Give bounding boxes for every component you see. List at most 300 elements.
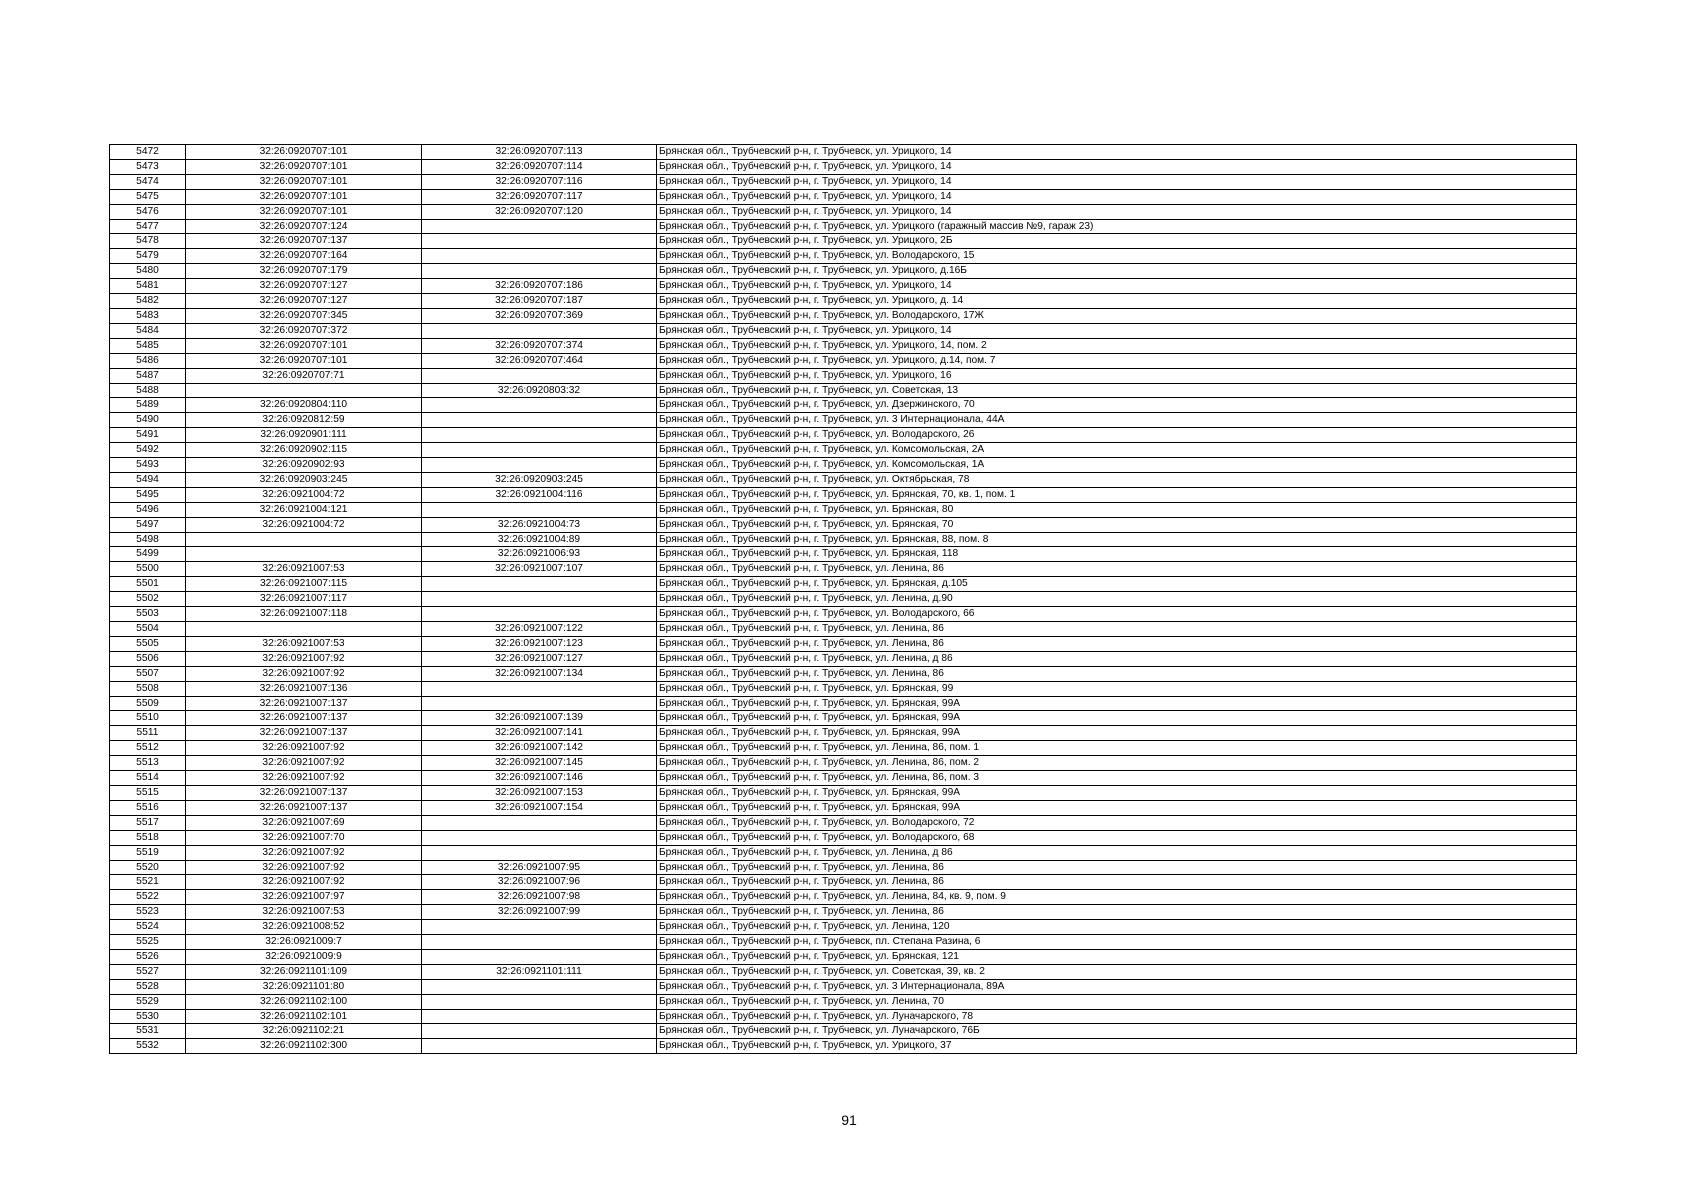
related-cadastral-number-cell (422, 219, 657, 234)
cadastral-number-cell: 32:26:0920902:93 (186, 458, 422, 473)
cadastral-number-cell: 32:26:0920707:101 (186, 159, 422, 174)
related-cadastral-number-cell: 32:26:0921101:111 (422, 964, 657, 979)
related-cadastral-number-cell (422, 935, 657, 950)
related-cadastral-number-cell: 32:26:0921007:127 (422, 651, 657, 666)
table-row (110, 294, 1577, 309)
cadastral-number-cell: 32:26:0921007:92 (186, 771, 422, 786)
row-number-cell: 5495 (110, 487, 186, 502)
related-cadastral-number-cell (422, 949, 657, 964)
table-row (110, 159, 1577, 174)
cadastral-number-cell: 32:26:0920707:101 (186, 204, 422, 219)
table-row (110, 905, 1577, 920)
related-cadastral-number-cell (422, 398, 657, 413)
related-cadastral-number-cell: 32:26:0921004:89 (422, 532, 657, 547)
related-cadastral-number-cell: 32:26:0920707:116 (422, 174, 657, 189)
table-row (110, 1024, 1577, 1039)
row-number-cell: 5523 (110, 905, 186, 920)
table-row (110, 815, 1577, 830)
address-cell: Брянская обл., Трубчевский р-н, г. Трубчевск, ул. Володарского, 68 (657, 830, 1577, 845)
table-row (110, 622, 1577, 637)
row-number-cell: 5504 (110, 622, 186, 637)
row-number-cell: 5508 (110, 681, 186, 696)
cadastral-number-cell: 32:26:0921008:52 (186, 920, 422, 935)
cadastral-number-cell: 32:26:0921007:53 (186, 636, 422, 651)
row-number-cell: 5485 (110, 338, 186, 353)
row-number-cell: 5505 (110, 636, 186, 651)
row-number-cell: 5521 (110, 875, 186, 890)
related-cadastral-number-cell (422, 830, 657, 845)
related-cadastral-number-cell (422, 413, 657, 428)
table-row (110, 189, 1577, 204)
table-row (110, 517, 1577, 532)
cadastral-number-cell: 32:26:0921004:72 (186, 517, 422, 532)
related-cadastral-number-cell (422, 577, 657, 592)
table-row (110, 368, 1577, 383)
related-cadastral-number-cell: 32:26:0921007:154 (422, 800, 657, 815)
related-cadastral-number-cell (422, 1009, 657, 1024)
related-cadastral-number-cell: 32:26:0920903:245 (422, 472, 657, 487)
row-number-cell: 5514 (110, 771, 186, 786)
related-cadastral-number-cell: 32:26:0920707:120 (422, 204, 657, 219)
related-cadastral-number-cell (422, 979, 657, 994)
related-cadastral-number-cell (422, 994, 657, 1009)
cadastral-number-cell: 32:26:0921007:137 (186, 785, 422, 800)
address-cell: Брянская обл., Трубчевский р-н, г. Трубчевск, ул. Ленина, д 86 (657, 845, 1577, 860)
address-cell: Брянская обл., Трубчевский р-н, г. Трубчевск, ул. Ленина, 86 (657, 622, 1577, 637)
related-cadastral-number-cell (422, 234, 657, 249)
related-cadastral-number-cell: 32:26:0921004:116 (422, 487, 657, 502)
row-number-cell: 5497 (110, 517, 186, 532)
row-number-cell: 5493 (110, 458, 186, 473)
row-number-cell: 5494 (110, 472, 186, 487)
cadastral-number-cell: 32:26:0921007:92 (186, 875, 422, 890)
cadastral-number-cell: 32:26:0921007:117 (186, 592, 422, 607)
cadastral-number-cell: 32:26:0920902:115 (186, 443, 422, 458)
related-cadastral-number-cell: 32:26:0921007:139 (422, 711, 657, 726)
table-row (110, 741, 1577, 756)
address-cell: Брянская обл., Трубчевский р-н, г. Трубчевск, ул. Октябрьская, 78 (657, 472, 1577, 487)
related-cadastral-number-cell: 32:26:0920707:114 (422, 159, 657, 174)
row-number-cell: 5524 (110, 920, 186, 935)
address-cell: Брянская обл., Трубчевский р-н, г. Трубчевск, ул. Ленина, 86 (657, 905, 1577, 920)
address-cell: Брянская обл., Трубчевский р-н, г. Трубчевск, ул. Брянская, 99А (657, 726, 1577, 741)
cadastral-number-cell: 32:26:0920812:59 (186, 413, 422, 428)
cadastral-number-cell: 32:26:0921007:115 (186, 577, 422, 592)
address-cell: Брянская обл., Трубчевский р-н, г. Трубчевск, ул. Урицкого, 14 (657, 189, 1577, 204)
row-number-cell: 5481 (110, 279, 186, 294)
address-cell: Брянская обл., Трубчевский р-н, г. Трубчевск, ул. Урицкого, 14 (657, 159, 1577, 174)
address-cell: Брянская обл., Трубчевский р-н, г. Трубчевск, ул. Володарского, 26 (657, 428, 1577, 443)
table-row (110, 428, 1577, 443)
address-cell: Брянская обл., Трубчевский р-н, г. Трубчевск, ул. Брянская, 70, кв. 1, пом. 1 (657, 487, 1577, 502)
cadastral-number-cell: 32:26:0920903:245 (186, 472, 422, 487)
cadastral-number-cell (186, 383, 422, 398)
address-cell: Брянская обл., Трубчевский р-н, г. Трубчевск, ул. Брянская, 118 (657, 547, 1577, 562)
related-cadastral-number-cell: 32:26:0920803:32 (422, 383, 657, 398)
related-cadastral-number-cell: 32:26:0920707:117 (422, 189, 657, 204)
table-row (110, 308, 1577, 323)
table-row (110, 502, 1577, 517)
related-cadastral-number-cell: 32:26:0921007:98 (422, 890, 657, 905)
address-cell: Брянская обл., Трубчевский р-н, г. Трубчевск, ул. Брянская, 99 (657, 681, 1577, 696)
cadastral-number-cell: 32:26:0921102:21 (186, 1024, 422, 1039)
cadastral-number-cell: 32:26:0921007:92 (186, 756, 422, 771)
address-cell: Брянская обл., Трубчевский р-н, г. Трубчевск, ул. Урицкого (гаражный массив №9, гараж 23) (657, 219, 1577, 234)
cadastral-number-cell: 32:26:0921004:72 (186, 487, 422, 502)
cadastral-number-cell: 32:26:0920901:111 (186, 428, 422, 443)
related-cadastral-number-cell (422, 1024, 657, 1039)
table-row (110, 323, 1577, 338)
row-number-cell: 5491 (110, 428, 186, 443)
row-number-cell: 5489 (110, 398, 186, 413)
related-cadastral-number-cell: 32:26:0920707:464 (422, 353, 657, 368)
related-cadastral-number-cell (422, 458, 657, 473)
address-cell: Брянская обл., Трубчевский р-н, г. Трубчевск, ул. Комсомольская, 2А (657, 443, 1577, 458)
address-cell: Брянская обл., Трубчевский р-н, г. Трубчевск, ул. Ленина, д.90 (657, 592, 1577, 607)
table-row (110, 338, 1577, 353)
address-cell: Брянская обл., Трубчевский р-н, г. Трубчевск, ул. Брянская, 99А (657, 800, 1577, 815)
table-row (110, 830, 1577, 845)
row-number-cell: 5519 (110, 845, 186, 860)
cadastral-number-cell: 32:26:0920707:179 (186, 264, 422, 279)
address-cell: Брянская обл., Трубчевский р-н, г. Трубчевск, ул. Володарского, 17Ж (657, 308, 1577, 323)
address-cell: Брянская обл., Трубчевский р-н, г. Трубчевск, ул. Урицкого, д.16Б (657, 264, 1577, 279)
table-row (110, 443, 1577, 458)
related-cadastral-number-cell: 32:26:0921007:141 (422, 726, 657, 741)
cadastral-number-cell (186, 622, 422, 637)
table-row (110, 711, 1577, 726)
address-cell: Брянская обл., Трубчевский р-н, г. Трубчевск, пл. Степана Разина, 6 (657, 935, 1577, 950)
address-cell: Брянская обл., Трубчевский р-н, г. Трубчевск, ул. 3 Интернационала, 89А (657, 979, 1577, 994)
table-row (110, 949, 1577, 964)
row-number-cell: 5528 (110, 979, 186, 994)
row-number-cell: 5488 (110, 383, 186, 398)
cadastral-number-cell: 32:26:0920707:127 (186, 279, 422, 294)
address-cell: Брянская обл., Трубчевский р-н, г. Трубчевск, ул. Урицкого, 14 (657, 323, 1577, 338)
cadastral-number-cell: 32:26:0921007:92 (186, 651, 422, 666)
row-number-cell: 5486 (110, 353, 186, 368)
address-cell: Брянская обл., Трубчевский р-н, г. Трубчевск, ул. Советская, 39, кв. 2 (657, 964, 1577, 979)
table-row (110, 771, 1577, 786)
address-cell: Брянская обл., Трубчевский р-н, г. Трубчевск, ул. Ленина, 86 (657, 666, 1577, 681)
address-cell: Брянская обл., Трубчевский р-н, г. Трубчевск, ул. Володарского, 15 (657, 249, 1577, 264)
related-cadastral-number-cell (422, 249, 657, 264)
row-number-cell: 5509 (110, 696, 186, 711)
table-row (110, 234, 1577, 249)
address-cell: Брянская обл., Трубчевский р-н, г. Трубчевск, ул. Ленина, 86 (657, 875, 1577, 890)
address-cell: Брянская обл., Трубчевский р-н, г. Трубчевск, ул. Урицкого, 37 (657, 1039, 1577, 1054)
row-number-cell: 5518 (110, 830, 186, 845)
table-row (110, 607, 1577, 622)
cadastral-number-cell: 32:26:0920707:372 (186, 323, 422, 338)
address-cell: Брянская обл., Трубчевский р-н, г. Трубчевск, ул. Луначарского, 76Б (657, 1024, 1577, 1039)
row-number-cell: 5502 (110, 592, 186, 607)
row-number-cell: 5483 (110, 308, 186, 323)
table-row (110, 532, 1577, 547)
row-number-cell: 5527 (110, 964, 186, 979)
address-cell: Брянская обл., Трубчевский р-н, г. Трубчевск, ул. Ленина, 70 (657, 994, 1577, 1009)
address-cell: Брянская обл., Трубчевский р-н, г. Трубчевск, ул. Брянская, 88, пом. 8 (657, 532, 1577, 547)
address-cell: Брянская обл., Трубчевский р-н, г. Трубчевск, ул. Володарского, 66 (657, 607, 1577, 622)
cadastral-number-cell: 32:26:0921007:92 (186, 860, 422, 875)
cadastral-number-cell: 32:26:0920707:164 (186, 249, 422, 264)
related-cadastral-number-cell (422, 845, 657, 860)
related-cadastral-number-cell (422, 696, 657, 711)
address-cell: Брянская обл., Трубчевский р-н, г. Трубчевск, ул. Ленина, 120 (657, 920, 1577, 935)
table-row (110, 413, 1577, 428)
table-row (110, 681, 1577, 696)
table-row (110, 994, 1577, 1009)
page-number: 91 (841, 1112, 857, 1128)
address-cell: Брянская обл., Трубчевский р-н, г. Трубчевск, ул. Ленина, 84, кв. 9, пом. 9 (657, 890, 1577, 905)
table-row (110, 890, 1577, 905)
related-cadastral-number-cell: 32:26:0921007:99 (422, 905, 657, 920)
table-row (110, 920, 1577, 935)
related-cadastral-number-cell (422, 1039, 657, 1054)
table-row (110, 204, 1577, 219)
address-cell: Брянская обл., Трубчевский р-н, г. Трубчевск, ул. Брянская, 70 (657, 517, 1577, 532)
cadastral-number-cell: 32:26:0921004:121 (186, 502, 422, 517)
related-cadastral-number-cell: 32:26:0920707:374 (422, 338, 657, 353)
address-cell: Брянская обл., Трубчевский р-н, г. Трубчевск, ул. Урицкого, 14 (657, 279, 1577, 294)
table-row (110, 219, 1577, 234)
cadastral-number-cell: 32:26:0921102:300 (186, 1039, 422, 1054)
table-row (110, 875, 1577, 890)
cadastral-number-cell: 32:26:0921007:137 (186, 800, 422, 815)
related-cadastral-number-cell: 32:26:0921004:73 (422, 517, 657, 532)
row-number-cell: 5501 (110, 577, 186, 592)
row-number-cell: 5498 (110, 532, 186, 547)
row-number-cell: 5515 (110, 785, 186, 800)
related-cadastral-number-cell (422, 443, 657, 458)
address-cell: Брянская обл., Трубчевский р-н, г. Трубчевск, ул. Володарского, 72 (657, 815, 1577, 830)
related-cadastral-number-cell (422, 592, 657, 607)
row-number-cell: 5477 (110, 219, 186, 234)
row-number-cell: 5492 (110, 443, 186, 458)
address-cell: Брянская обл., Трубчевский р-н, г. Трубчевск, ул. Урицкого, 14 (657, 145, 1577, 160)
row-number-cell: 5499 (110, 547, 186, 562)
row-number-cell: 5513 (110, 756, 186, 771)
address-cell: Брянская обл., Трубчевский р-н, г. Трубчевск, ул. Луначарского, 78 (657, 1009, 1577, 1024)
address-cell: Брянская обл., Трубчевский р-н, г. Трубчевск, ул. Ленина, 86 (657, 636, 1577, 651)
row-number-cell: 5512 (110, 741, 186, 756)
table-row (110, 800, 1577, 815)
row-number-cell: 5525 (110, 935, 186, 950)
table-row (110, 264, 1577, 279)
related-cadastral-number-cell (422, 502, 657, 517)
table-row (110, 472, 1577, 487)
table-row (110, 964, 1577, 979)
table-row (110, 666, 1577, 681)
address-cell: Брянская обл., Трубчевский р-н, г. Трубчевск, ул. Урицкого, 14, пом. 2 (657, 338, 1577, 353)
cadastral-number-cell: 32:26:0921007:97 (186, 890, 422, 905)
table-row (110, 756, 1577, 771)
row-number-cell: 5522 (110, 890, 186, 905)
table-row (110, 696, 1577, 711)
row-number-cell: 5510 (110, 711, 186, 726)
row-number-cell: 5482 (110, 294, 186, 309)
related-cadastral-number-cell: 32:26:0921007:122 (422, 622, 657, 637)
related-cadastral-number-cell (422, 681, 657, 696)
cadastral-number-cell: 32:26:0920707:101 (186, 353, 422, 368)
cadastral-number-cell: 32:26:0921009:9 (186, 949, 422, 964)
table-row (110, 651, 1577, 666)
table-row (110, 383, 1577, 398)
cadastral-number-cell: 32:26:0921102:100 (186, 994, 422, 1009)
table-row (110, 1039, 1577, 1054)
cadastral-number-cell: 32:26:0921007:53 (186, 905, 422, 920)
table-row (110, 249, 1577, 264)
address-cell: Брянская обл., Трубчевский р-н, г. Трубчевск, ул. 3 Интернационала, 44А (657, 413, 1577, 428)
address-cell: Брянская обл., Трубчевский р-н, г. Трубчевск, ул. Брянская, 80 (657, 502, 1577, 517)
table-row (110, 458, 1577, 473)
row-number-cell: 5473 (110, 159, 186, 174)
row-number-cell: 5480 (110, 264, 186, 279)
table-row (110, 487, 1577, 502)
cadastral-number-cell: 32:26:0921007:118 (186, 607, 422, 622)
cadastral-number-cell: 32:26:0920707:345 (186, 308, 422, 323)
row-number-cell: 5531 (110, 1024, 186, 1039)
table-row (110, 860, 1577, 875)
table-row (110, 562, 1577, 577)
row-number-cell: 5529 (110, 994, 186, 1009)
table-row (110, 979, 1577, 994)
cadastral-number-cell: 32:26:0921101:80 (186, 979, 422, 994)
address-cell: Брянская обл., Трубчевский р-н, г. Трубчевск, ул. Комсомольская, 1А (657, 458, 1577, 473)
address-cell: Брянская обл., Трубчевский р-н, г. Трубчевск, ул. Ленина, 86 (657, 562, 1577, 577)
related-cadastral-number-cell: 32:26:0921007:145 (422, 756, 657, 771)
cadastral-number-cell: 32:26:0920707:127 (186, 294, 422, 309)
related-cadastral-number-cell: 32:26:0921007:146 (422, 771, 657, 786)
address-cell: Брянская обл., Трубчевский р-н, г. Трубчевск, ул. Брянская, 99А (657, 696, 1577, 711)
table-row (110, 636, 1577, 651)
related-cadastral-number-cell: 32:26:0920707:113 (422, 145, 657, 160)
related-cadastral-number-cell: 32:26:0921007:153 (422, 785, 657, 800)
row-number-cell: 5526 (110, 949, 186, 964)
cadastral-number-cell: 32:26:0921007:137 (186, 696, 422, 711)
address-cell: Брянская обл., Трубчевский р-н, г. Трубчевск, ул. Ленина, 86 (657, 860, 1577, 875)
related-cadastral-number-cell: 32:26:0921007:142 (422, 741, 657, 756)
cadastral-number-cell: 32:26:0921101:109 (186, 964, 422, 979)
table-row (110, 279, 1577, 294)
address-cell: Брянская обл., Трубчевский р-н, г. Трубчевск, ул. Урицкого, д.14, пом. 7 (657, 353, 1577, 368)
address-cell: Брянская обл., Трубчевский р-н, г. Трубчевск, ул. Советская, 13 (657, 383, 1577, 398)
cadastral-number-cell: 32:26:0920707:137 (186, 234, 422, 249)
row-number-cell: 5490 (110, 413, 186, 428)
row-number-cell: 5507 (110, 666, 186, 681)
address-cell: Брянская обл., Трубчевский р-н, г. Трубчевск, ул. Ленина, 86, пом. 3 (657, 771, 1577, 786)
cadastral-number-cell (186, 547, 422, 562)
cadastral-number-cell: 32:26:0920707:101 (186, 189, 422, 204)
row-number-cell: 5532 (110, 1039, 186, 1054)
related-cadastral-number-cell: 32:26:0920707:187 (422, 294, 657, 309)
cadastral-number-cell: 32:26:0920707:101 (186, 174, 422, 189)
related-cadastral-number-cell (422, 264, 657, 279)
cadastral-number-cell: 32:26:0921007:92 (186, 741, 422, 756)
table-row (110, 726, 1577, 741)
table-row (110, 592, 1577, 607)
table-row (110, 547, 1577, 562)
row-number-cell: 5517 (110, 815, 186, 830)
row-number-cell: 5506 (110, 651, 186, 666)
cadastral-number-cell: 32:26:0920707:71 (186, 368, 422, 383)
cadastral-number-cell: 32:26:0921007:69 (186, 815, 422, 830)
row-number-cell: 5478 (110, 234, 186, 249)
related-cadastral-number-cell: 32:26:0920707:186 (422, 279, 657, 294)
cadastral-number-cell: 32:26:0921007:70 (186, 830, 422, 845)
related-cadastral-number-cell (422, 428, 657, 443)
cadastral-number-cell: 32:26:0920707:101 (186, 145, 422, 160)
cadastral-number-cell: 32:26:0921102:101 (186, 1009, 422, 1024)
related-cadastral-number-cell (422, 607, 657, 622)
row-number-cell: 5500 (110, 562, 186, 577)
cadastral-number-cell: 32:26:0921007:137 (186, 726, 422, 741)
related-cadastral-number-cell (422, 815, 657, 830)
cadastral-number-cell: 32:26:0921009:7 (186, 935, 422, 950)
registry-table (109, 144, 1577, 1054)
address-cell: Брянская обл., Трубчевский р-н, г. Трубчевск, ул. Ленина, 86, пом. 1 (657, 741, 1577, 756)
related-cadastral-number-cell: 32:26:0921007:96 (422, 875, 657, 890)
related-cadastral-number-cell: 32:26:0921006:93 (422, 547, 657, 562)
cadastral-number-cell: 32:26:0920707:101 (186, 338, 422, 353)
table-row (110, 935, 1577, 950)
address-cell: Брянская обл., Трубчевский р-н, г. Трубчевск, ул. Дзержинского, 70 (657, 398, 1577, 413)
registry-table-body (110, 145, 1577, 1054)
address-cell: Брянская обл., Трубчевский р-н, г. Трубчевск, ул. Урицкого, д. 14 (657, 294, 1577, 309)
address-cell: Брянская обл., Трубчевский р-н, г. Трубчевск, ул. Урицкого, 14 (657, 174, 1577, 189)
related-cadastral-number-cell: 32:26:0921007:95 (422, 860, 657, 875)
cadastral-number-cell: 32:26:0921007:137 (186, 711, 422, 726)
table-row (110, 353, 1577, 368)
row-number-cell: 5472 (110, 145, 186, 160)
row-number-cell: 5474 (110, 174, 186, 189)
row-number-cell: 5511 (110, 726, 186, 741)
table-row (110, 577, 1577, 592)
cadastral-number-cell: 32:26:0921007:136 (186, 681, 422, 696)
row-number-cell: 5530 (110, 1009, 186, 1024)
related-cadastral-number-cell (422, 920, 657, 935)
row-number-cell: 5484 (110, 323, 186, 338)
table-row (110, 398, 1577, 413)
cadastral-number-cell (186, 532, 422, 547)
address-cell: Брянская обл., Трубчевский р-н, г. Трубчевск, ул. Урицкого, 16 (657, 368, 1577, 383)
related-cadastral-number-cell: 32:26:0921007:107 (422, 562, 657, 577)
address-cell: Брянская обл., Трубчевский р-н, г. Трубчевск, ул. Брянская, 121 (657, 949, 1577, 964)
related-cadastral-number-cell: 32:26:0920707:369 (422, 308, 657, 323)
row-number-cell: 5487 (110, 368, 186, 383)
related-cadastral-number-cell: 32:26:0921007:123 (422, 636, 657, 651)
cadastral-number-cell: 32:26:0921007:92 (186, 666, 422, 681)
table-row (110, 1009, 1577, 1024)
address-cell: Брянская обл., Трубчевский р-н, г. Трубчевск, ул. Брянская, 99А (657, 711, 1577, 726)
address-cell: Брянская обл., Трубчевский р-н, г. Трубчевск, ул. Ленина, д 86 (657, 651, 1577, 666)
address-cell: Брянская обл., Трубчевский р-н, г. Трубчевск, ул. Урицкого, 2Б (657, 234, 1577, 249)
row-number-cell: 5475 (110, 189, 186, 204)
table-row (110, 145, 1577, 160)
row-number-cell: 5520 (110, 860, 186, 875)
row-number-cell: 5516 (110, 800, 186, 815)
cadastral-number-cell: 32:26:0920804:110 (186, 398, 422, 413)
row-number-cell: 5479 (110, 249, 186, 264)
table-row (110, 174, 1577, 189)
cadastral-number-cell: 32:26:0921007:92 (186, 845, 422, 860)
row-number-cell: 5476 (110, 204, 186, 219)
table-row (110, 845, 1577, 860)
address-cell: Брянская обл., Трубчевский р-н, г. Трубчевск, ул. Брянская, д.105 (657, 577, 1577, 592)
row-number-cell: 5503 (110, 607, 186, 622)
table-row (110, 785, 1577, 800)
related-cadastral-number-cell (422, 368, 657, 383)
